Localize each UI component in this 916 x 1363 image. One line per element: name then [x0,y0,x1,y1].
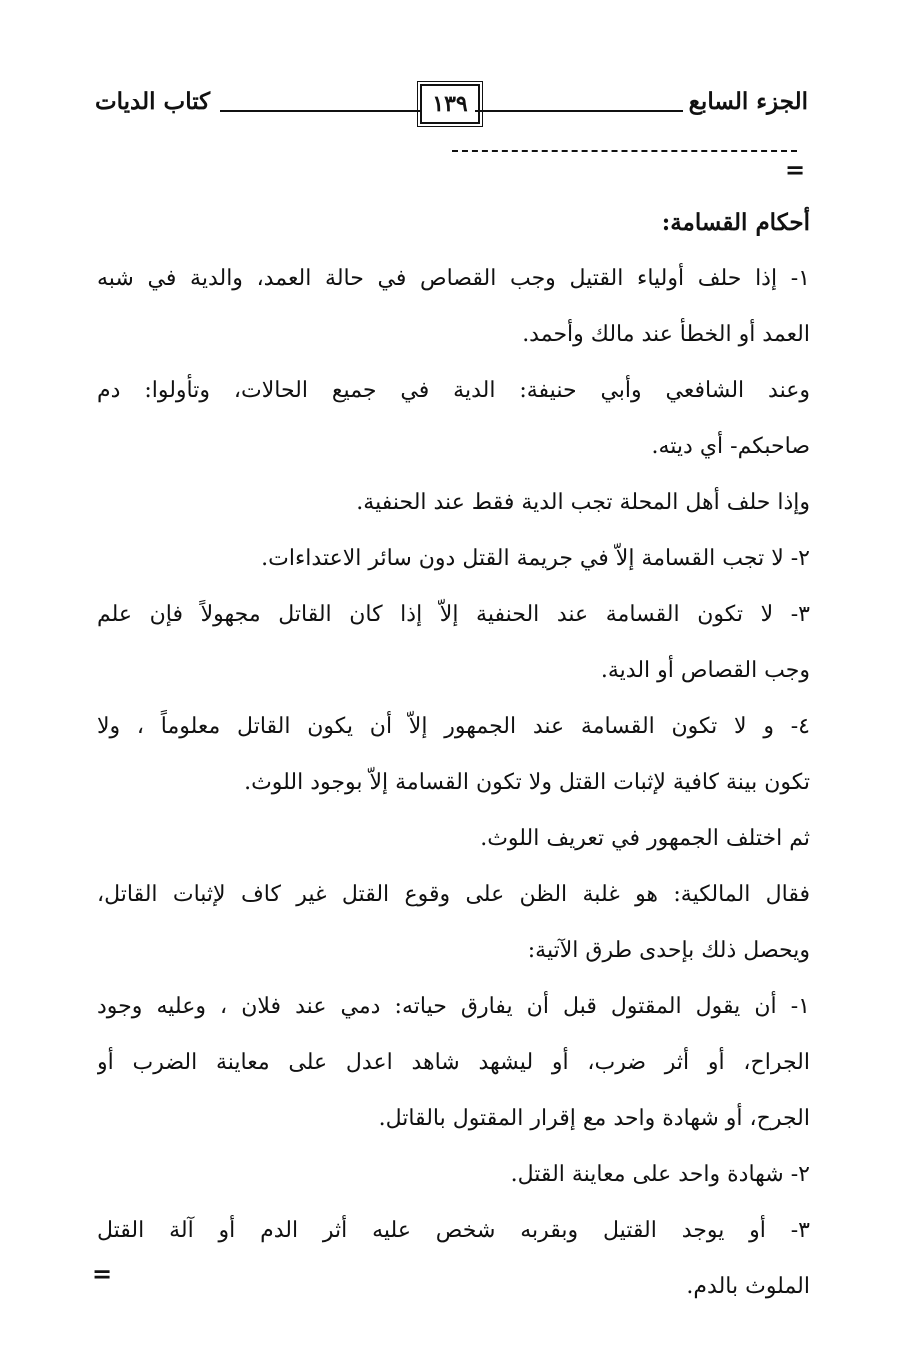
text-line: العمد أو الخطأ عند مالك وأحمد. [522,322,810,347]
header-rule-left [220,110,420,112]
text-line: الجرح، أو شهادة واحد مع إقرار المقتول بالقاتل. [378,1106,810,1131]
text-line: فقال المالكية: هو غلبة الظن على وقوع القتل غير كاف لإثبات القاتل، [97,882,810,907]
header-rule-right [475,110,683,112]
section-heading: أحكام القسامة: [661,209,810,236]
page-body [97,195,810,1315]
text-line: صاحبكم- أي ديته. [651,434,810,459]
text-line: ١- أن يقول المقتول قبل أن يفارق حياته: دمي عند فلان ، وعليه وجود [97,994,810,1019]
text-line: ٣- أو يوجد القتيل وبقربه شخص عليه أثر الدم أو آلة القتل [97,1218,810,1243]
text-line: ٢- شهادة واحد على معاينة القتل. [510,1162,810,1187]
text-line: ٢- لا تجب القسامة إلاّ في جريمة القتل دون سائر الاعتداءات. [261,546,810,571]
text-line: ٤- و لا تكون القسامة عند الجمهور إلاّ أن يكون القاتل معلوماً ، ولا [97,714,810,739]
double-bar-mark-top: = [785,155,806,184]
text-line: الجراح، أو أثر ضرب، أو ليشهد شاهد اعدل على معاينة الضرب أو [97,1050,810,1075]
footnote-separator-dashes [452,150,797,152]
page-number: ١٣٩ [420,84,480,124]
text-line: وعند الشافعي وأبي حنيفة: الدية في جميع الحالات، وتأولوا: دم [97,378,810,403]
text-line: الملوث بالدم. [686,1274,810,1299]
text-line: تكون بينة كافية لإثبات القتل ولا تكون القسامة إلاّ بوجود اللوث. [244,770,810,795]
text-line: وجب القصاص أو الدية. [600,658,810,683]
text-line: ١- إذا حلف أولياء القتيل وجب القصاص في حالة العمد، والدية في شبه [97,266,810,291]
text-line: ويحصل ذلك بإحدى طرق الآتية: [527,938,810,963]
part-title: الجزء السابع [688,88,808,115]
text-line: ٣- لا تكون القسامة عند الحنفية إلاّ إذا كان القاتل مجهولاً فإن علم [97,602,810,627]
text-line: ثم اختلف الجمهور في تعريف اللوث. [480,826,810,851]
text-line: وإذا حلف أهل المحلة تجب الدية فقط عند الحنفية. [356,490,810,515]
double-bar-mark-bottom: = [92,1259,113,1288]
book-title: كتاب الديات [95,88,211,115]
page-header [95,80,808,130]
